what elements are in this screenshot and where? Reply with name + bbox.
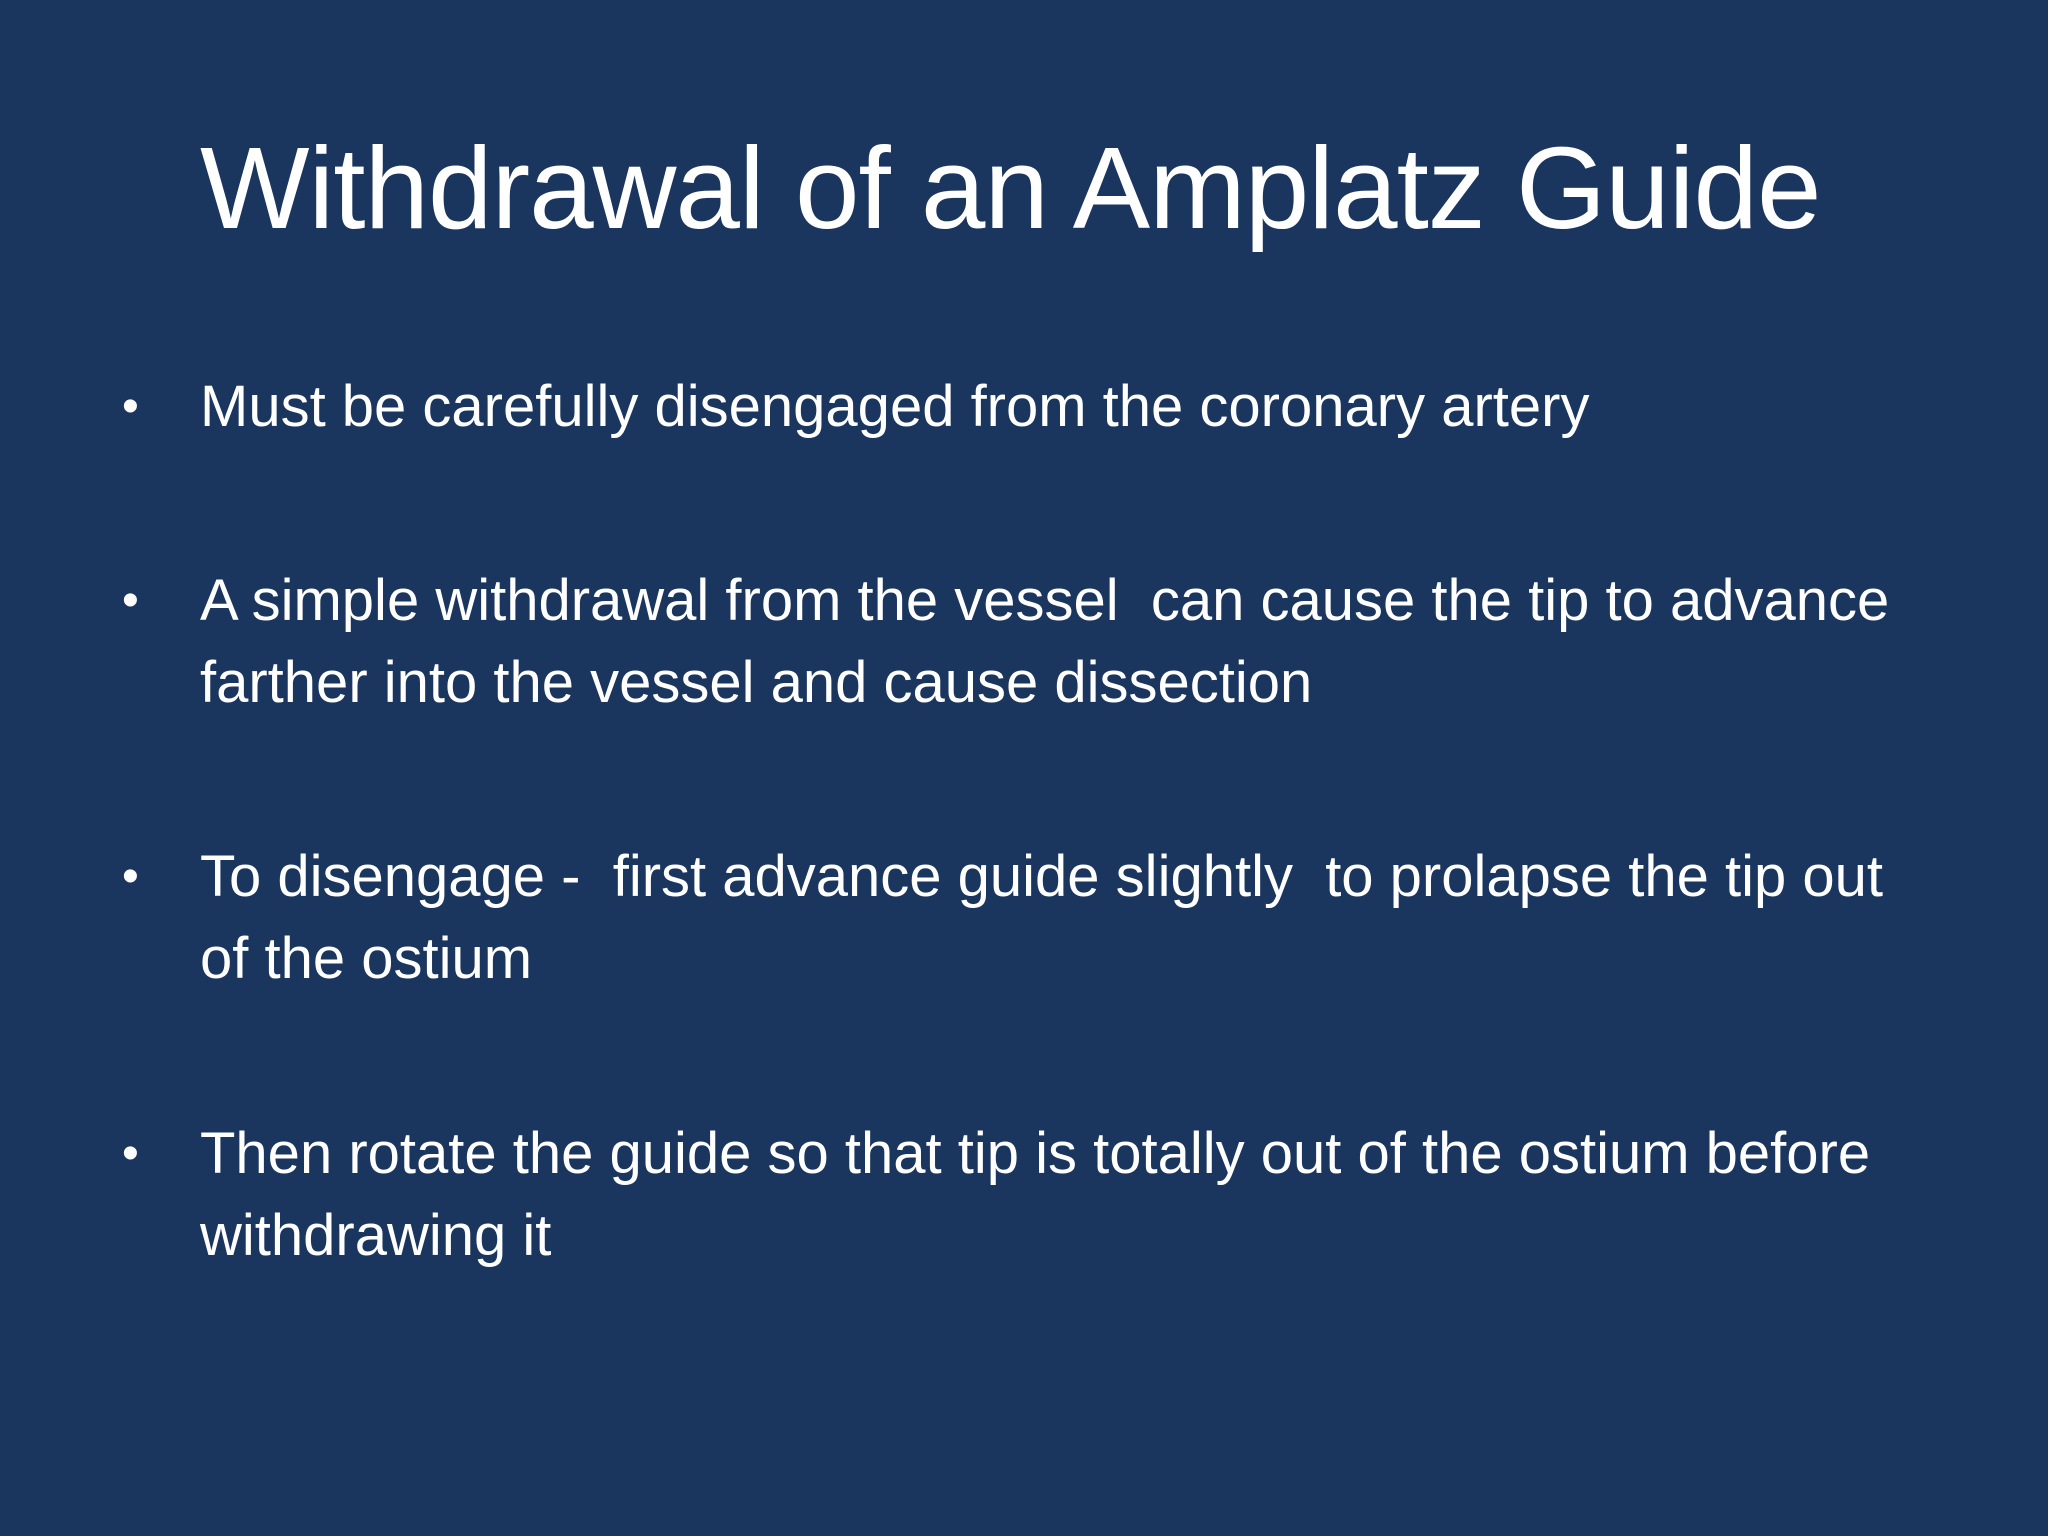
bullet-item (122, 1113, 1940, 1277)
bullet-text: A simple withdrawal from the vessel can cause the tip to advance farther into the vessel and cause dissection (200, 568, 1906, 715)
bullet-item (122, 560, 1940, 724)
bullet-icon: • (122, 1127, 139, 1180)
bullet-text: Must be carefully disengaged from the coronary artery (200, 374, 1590, 439)
bullet-icon: • (122, 850, 139, 903)
bullet-text: To disengage - first advance guide slightly to prolapse the tip out of the ostium (200, 844, 1900, 991)
bullet-item (122, 366, 1940, 448)
bullet-text: Then rotate the guide so that tip is totally out of the ostium before withdrawing it (200, 1121, 1887, 1268)
slide-title: Withdrawal of an Amplatz Guide (200, 123, 1821, 253)
bullet-item (122, 836, 1940, 1000)
bullet-icon: • (122, 380, 139, 433)
bullet-icon: • (122, 574, 139, 627)
